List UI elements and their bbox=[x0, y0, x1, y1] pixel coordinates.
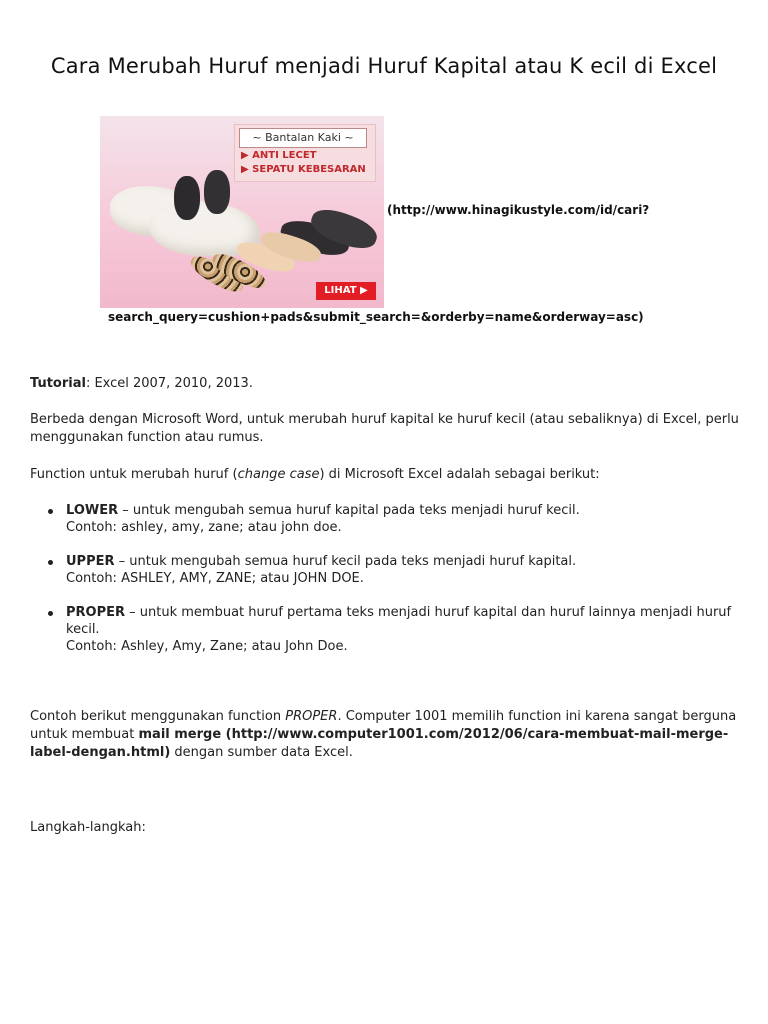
function-intro-a: Function untuk merubah huruf ( bbox=[30, 467, 238, 482]
function-name: LOWER bbox=[66, 503, 119, 518]
ad-header-box bbox=[234, 124, 376, 182]
bullet-icon bbox=[48, 509, 53, 514]
function-desc: – untuk mengubah semua huruf kapital pada teks menjadi huruf kecil. bbox=[118, 503, 580, 518]
bullet-icon bbox=[48, 611, 53, 616]
ad-title: ~ Bantalan Kaki ~ bbox=[239, 128, 367, 148]
ad-link-part2[interactable]: search_query=cushion+pads&submit_search=&orderby=name&orderway=asc) bbox=[108, 310, 644, 324]
function-example: Contoh: Ashley, Amy, Zane; atau John Doe. bbox=[66, 639, 348, 654]
intro-paragraph: Berbeda dengan Microsoft Word, untuk merubah huruf kapital ke huruf kecil (atau sebaliknya) di Excel, perlu menggunakan function atau rumus. bbox=[30, 412, 739, 445]
example-text-a: Contoh berikut menggunakan function bbox=[30, 709, 286, 724]
mail-merge-link[interactable]: mail merge (http://www.computer1001.com/2012/06/cara-membuat-mail-merge-label-dengan.html) bbox=[30, 727, 729, 760]
function-example: Contoh: ASHLEY, AMY, ZANE; atau JOHN DOE. bbox=[66, 571, 364, 586]
tutorial-line bbox=[30, 375, 742, 393]
advertisement-banner[interactable] bbox=[100, 116, 384, 308]
function-name: UPPER bbox=[66, 554, 115, 569]
function-intro bbox=[30, 466, 742, 484]
page-title: Cara Merubah Huruf menjadi Huruf Kapital atau K ecil di Excel bbox=[50, 54, 718, 78]
function-intro-b: ) di Microsoft Excel adalah sebagai berikut: bbox=[319, 467, 600, 482]
pad-black-1 bbox=[174, 176, 200, 220]
example-paragraph bbox=[30, 708, 742, 762]
ad-feature-anti-lecet: ▶ ANTI LECET bbox=[241, 150, 317, 161]
function-desc: – untuk membuat huruf pertama teks menjadi huruf kapital dan huruf lainnya menjadi huruf kecil. bbox=[66, 605, 732, 637]
steps-heading: Langkah-langkah: bbox=[30, 820, 146, 835]
function-desc: – untuk mengubah semua huruf kecil pada teks menjadi huruf kapital. bbox=[114, 554, 577, 569]
ad-lihat-button[interactable]: LIHAT ▶ bbox=[316, 282, 376, 300]
list-item bbox=[30, 604, 742, 655]
example-italic: PROPER bbox=[285, 709, 338, 724]
tutorial-versions: : Excel 2007, 2010, 2013. bbox=[85, 376, 253, 391]
list-item bbox=[30, 502, 742, 536]
function-list bbox=[30, 502, 742, 672]
function-example: Contoh: ashley, amy, zane; atau john doe. bbox=[66, 520, 342, 535]
ad-feature-sepatu: ▶ SEPATU KEBESARAN bbox=[241, 164, 366, 175]
example-text-c: dengan sumber data Excel. bbox=[170, 745, 353, 760]
list-item bbox=[30, 553, 742, 587]
pad-black-2 bbox=[204, 170, 230, 214]
function-intro-italic: change case bbox=[237, 467, 320, 482]
tutorial-label: Tutorial bbox=[30, 376, 86, 391]
bullet-icon bbox=[48, 560, 53, 565]
ad-link-part1[interactable]: (http://www.hinagikustyle.com/id/cari? bbox=[387, 203, 650, 217]
example-text-b: . Computer 1001 memilih function ini karena sangat berguna untuk membuat bbox=[30, 709, 737, 742]
function-name: PROPER bbox=[66, 605, 126, 620]
